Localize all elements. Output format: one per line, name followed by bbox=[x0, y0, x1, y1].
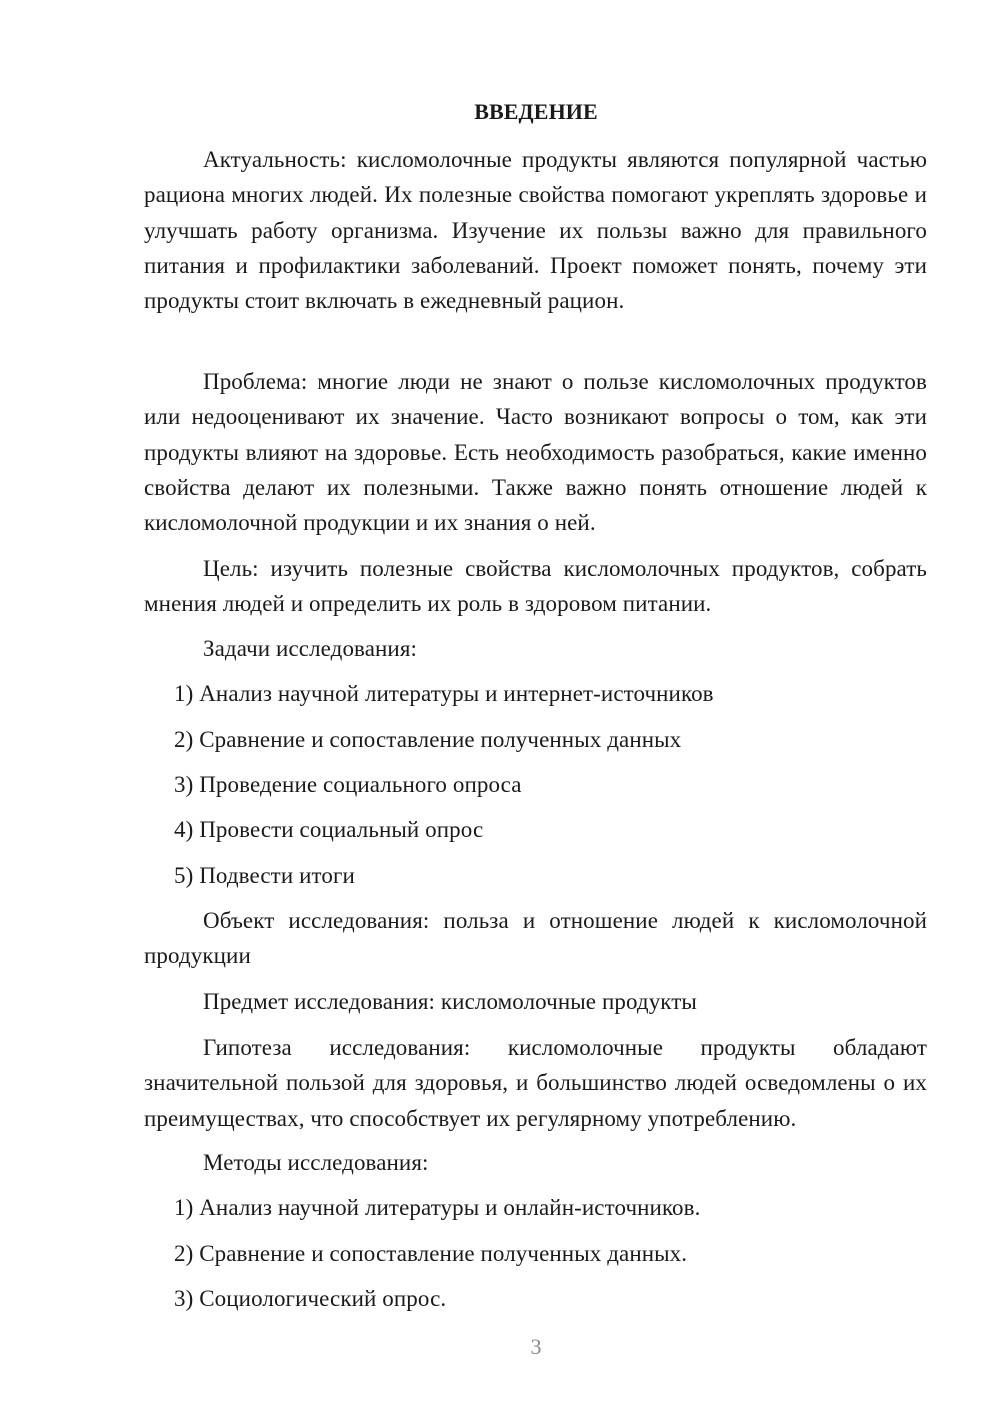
method-item-2: 2) Сравнение и сопоставление полученных данных. bbox=[174, 1241, 688, 1266]
task-item-1: 1) Анализ научной литературы и интернет-источников bbox=[174, 681, 714, 706]
problem-paragraph: Проблема: многие люди не знают о пользе кисломолочных продуктов или недооценивают их значение. Часто возникают вопросы о том, как эти продукты влияют на здоровье. Есть необходимость разобраться, какие именно свойства делают их полезными. Также важно понять отношение людей к кисломолочной продукции и их знания о ней. bbox=[144, 369, 927, 536]
goal-paragraph: Цель: изучить полезные свойства кисломолочных продуктов, собрать мнения людей и определить их роль в здоровом питании. bbox=[144, 556, 927, 617]
tasks-heading: Задачи исследования: bbox=[203, 636, 418, 661]
method-item-1: 1) Анализ научной литературы и онлайн-источников. bbox=[174, 1195, 701, 1220]
methods-heading: Методы исследования: bbox=[203, 1150, 429, 1175]
task-item-4: 4) Провести социальный опрос bbox=[174, 817, 484, 842]
task-item-5: 5) Подвести итоги bbox=[174, 863, 355, 888]
method-item-3: 3) Социологический опрос. bbox=[174, 1286, 447, 1311]
object-paragraph: Объект исследования: польза и отношение людей к кисломолочной продукции bbox=[144, 908, 927, 969]
page-number: 3 bbox=[530, 1334, 542, 1359]
hypothesis-paragraph: Гипотеза исследования: кисломолочные продукты обладают значительной пользой для здоровья, и большинство людей осведомлены о их преимуществах, что способствует их регулярному употреблению. bbox=[144, 1035, 927, 1131]
relevance-paragraph: Актуальность: кисломолочные продукты являются популярной частью рациона многих людей. Их полезные свойства помогают укреплять здоровье и улучшать работу организма. Изучение их пользы важно для правильного питания и профилактики заболеваний. Проект поможет понять, почему эти продукты стоит включать в ежедневный рацион. bbox=[144, 147, 927, 314]
subject-paragraph: Предмет исследования: кисломолочные продукты bbox=[203, 989, 697, 1014]
page-title: ВВЕДЕНИЕ bbox=[474, 99, 598, 124]
task-item-2: 2) Сравнение и сопоставление полученных данных bbox=[174, 727, 682, 752]
task-item-3: 3) Проведение социального опроса bbox=[174, 772, 522, 797]
